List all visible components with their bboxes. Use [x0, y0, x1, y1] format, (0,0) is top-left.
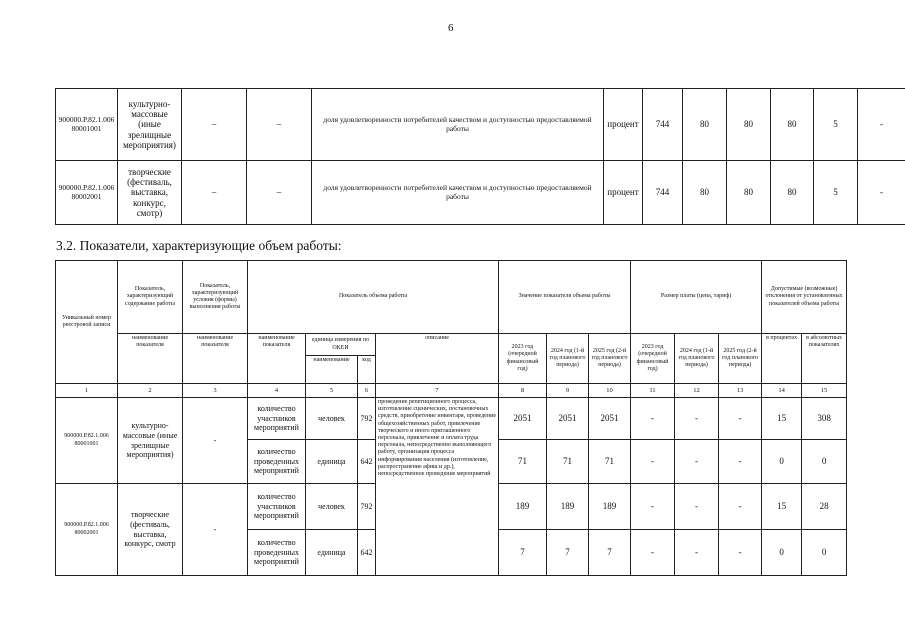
header-value-2024: 2024 год (1-й год планового периода) [547, 334, 589, 384]
work-condition: - [183, 484, 248, 576]
registry-code: 900000.Р.82.1.006 80001001 [56, 89, 118, 161]
header-row [56, 334, 847, 356]
section-heading: 3.2. Показатели, характеризующие объем работы: [56, 238, 342, 253]
value-2025: 80 [771, 161, 814, 225]
registry-code: 900000.Р.82.1.006 80002001 [56, 161, 118, 225]
unit-code: 792 [358, 398, 376, 440]
header-name-indicator: наименование показателя [118, 334, 183, 384]
column-number: 5 [306, 384, 358, 398]
indicator-name: количество участников мероприятий [248, 398, 306, 440]
work-description: проведение репетиционного процесса, изготовление сценических, постановочных средств, приобретение инвентаря, проведение общехозяйственных работ, привлечение творческого и иного приглашенного персонала, привлечение и оплата труда персонала, непосредственно выполняющего работу, организация процесса информирования населения (изготовление, распространение афиш и др.), непосредственное проведение мероприятий [376, 398, 499, 576]
registry-code: 900000.Р.82.1.006 80002001 [56, 484, 118, 576]
deviation-absolute: 0 [802, 530, 847, 576]
column-number: 7 [376, 384, 499, 398]
value-2025: 71 [589, 440, 631, 484]
okei-code: 744 [643, 161, 683, 225]
cell-dash: – [247, 161, 312, 225]
deviation-percent: 15 [762, 398, 802, 440]
deviation-percent: 5 [814, 89, 858, 161]
header-value-2025: 2025 год (2-й год планового периода) [589, 334, 631, 384]
fee-2023: - [631, 440, 675, 484]
fee-2023: - [631, 484, 675, 530]
header-content: Показатель, характеризующий содержание работы [118, 261, 183, 334]
column-number: 1 [56, 384, 118, 398]
deviation-absolute: 308 [802, 398, 847, 440]
fee-2024: - [675, 484, 719, 530]
page-number: 6 [448, 22, 454, 34]
value-2024: 189 [547, 484, 589, 530]
unit-name: человек [306, 484, 358, 530]
column-number: 8 [499, 384, 547, 398]
unit-name: единица [306, 440, 358, 484]
value-2023: 7 [499, 530, 547, 576]
header-in-absolute: в абсолютных показателях [802, 334, 847, 384]
column-number: 12 [675, 384, 719, 398]
header-value: Значение показателя объема работы [499, 261, 631, 334]
registry-code: 900000.Р.82.1.006 80001001 [56, 398, 118, 484]
value-2024: 80 [727, 89, 771, 161]
header-value-2023: 2023 год (очередной финансовый год) [499, 334, 547, 384]
fee-2025: - [719, 440, 762, 484]
fee-2025: - [719, 484, 762, 530]
header-name-indicator: наименование показателя [248, 334, 306, 384]
header-description: описание [376, 334, 499, 384]
header-fee-2023: 2023 год (очередной финансовый год) [631, 334, 675, 384]
value-2023: 189 [499, 484, 547, 530]
value-2023: 80 [683, 161, 727, 225]
deviation-percent: 5 [814, 161, 858, 225]
header-fee-2025: 2025 год (2-й год планового периода) [719, 334, 762, 384]
header-name-indicator: наименование показателя [183, 334, 248, 384]
cell-dash: – [247, 89, 312, 161]
deviation-absolute: 28 [802, 484, 847, 530]
header-unit-name: наименование [306, 356, 358, 384]
unit-name: единица [306, 530, 358, 576]
column-number: 15 [802, 384, 847, 398]
indicator-name: количество проведенных мероприятий [248, 530, 306, 576]
deviation-absolute: 0 [802, 440, 847, 484]
value-2024: 71 [547, 440, 589, 484]
header-unique-number: Уникальный номер реестровой записи [56, 261, 118, 384]
fee-2025: - [719, 530, 762, 576]
deviation-percent: 0 [762, 440, 802, 484]
value-2024: 7 [547, 530, 589, 576]
value-2023: 71 [499, 440, 547, 484]
column-number: 3 [183, 384, 248, 398]
work-content: творческие (фестиваль, выставка, конкурс, смотр [118, 484, 183, 576]
table-row [56, 161, 905, 225]
value-2024: 80 [727, 161, 771, 225]
quality-indicators-table [55, 88, 905, 225]
column-number: 2 [118, 384, 183, 398]
indicator-name: доля удовлетворенности потребителей качеством и доступностью предоставляемой работы [312, 161, 604, 225]
unit-code: 642 [358, 530, 376, 576]
column-number: 4 [248, 384, 306, 398]
header-deviation: Допустимые (возможные) отклонения от установленных показателей объема работы [762, 261, 847, 334]
value-2024: 2051 [547, 398, 589, 440]
work-condition: - [183, 398, 248, 484]
unit-name: процент [604, 161, 643, 225]
column-number: 14 [762, 384, 802, 398]
fee-2024: - [675, 440, 719, 484]
value-2025: 189 [589, 484, 631, 530]
fee-2025: - [719, 398, 762, 440]
header-in-percent: в процентах [762, 334, 802, 384]
table-row [56, 89, 905, 161]
deviation-absolute: - [858, 89, 905, 161]
column-number: 11 [631, 384, 675, 398]
table-row [56, 398, 847, 440]
header-fee-2024: 2024 год (1-й год планового периода) [675, 334, 719, 384]
header-conditions: Показатель, характеризующий условия (формы) выполнения работы [183, 261, 248, 334]
fee-2024: - [675, 530, 719, 576]
work-content: творческие (фестиваль, выставка, конкурс, смотр) [118, 161, 182, 225]
work-content: культурно-массовые (иные зрелищные мероприятия) [118, 89, 182, 161]
unit-name: процент [604, 89, 643, 161]
column-number: 6 [358, 384, 376, 398]
fee-2023: - [631, 398, 675, 440]
value-2025: 2051 [589, 398, 631, 440]
indicator-name: количество проведенных мероприятий [248, 440, 306, 484]
cell-dash: – [182, 161, 247, 225]
value-2023: 2051 [499, 398, 547, 440]
fee-2023: - [631, 530, 675, 576]
header-fee: Размер платы (цена, тариф) [631, 261, 762, 334]
work-content: культурно-массовые (иные зрелищные мероприятия) [118, 398, 183, 484]
deviation-absolute: - [858, 161, 905, 225]
unit-code: 792 [358, 484, 376, 530]
column-number-row [56, 384, 847, 398]
column-number: 9 [547, 384, 589, 398]
okei-code: 744 [643, 89, 683, 161]
header-volume: Показатель объема работы [248, 261, 499, 334]
volume-indicators-table [55, 260, 847, 576]
indicator-name: доля удовлетворенности потребителей качеством и доступностью предоставляемой работы [312, 89, 604, 161]
column-number: 13 [719, 384, 762, 398]
header-unit-code: код [358, 356, 376, 384]
value-2025: 80 [771, 89, 814, 161]
unit-name: человек [306, 398, 358, 440]
fee-2024: - [675, 398, 719, 440]
column-number: 10 [589, 384, 631, 398]
deviation-percent: 0 [762, 530, 802, 576]
value-2023: 80 [683, 89, 727, 161]
value-2025: 7 [589, 530, 631, 576]
cell-dash: – [182, 89, 247, 161]
deviation-percent: 15 [762, 484, 802, 530]
header-unit-okei: единица измерения по ОКЕИ [306, 334, 376, 356]
unit-code: 642 [358, 440, 376, 484]
header-row [56, 261, 847, 334]
indicator-name: количество участников мероприятий [248, 484, 306, 530]
